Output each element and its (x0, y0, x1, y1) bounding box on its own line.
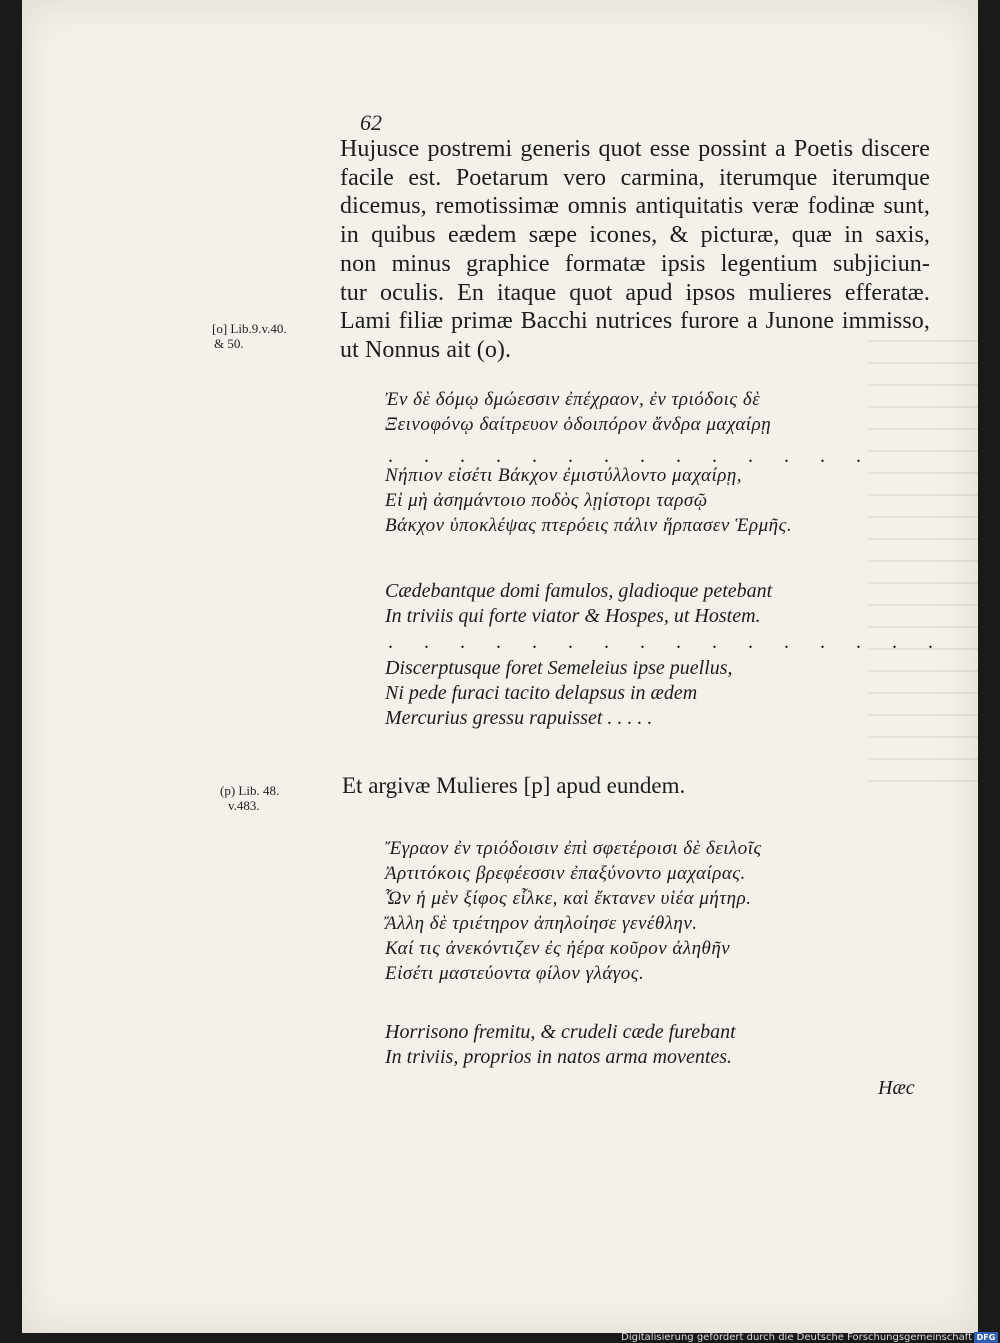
verse-line: Καί τις ἀνεκόντιζεν ἐς ἠέρα κοῦρον ἀληθῆν (385, 938, 731, 959)
verse-line: In triviis, proprios in natos arma moventes. (385, 1046, 733, 1068)
verse-line: Ἔγραον ἐν τριόδοισιν ἐπὶ σφετέροισι δὲ δειλοῖς (385, 838, 762, 859)
greek-verse-1 (385, 387, 771, 437)
margin-note-o (212, 321, 287, 351)
note-line: & 50. (214, 336, 244, 351)
verse-line: Mercurius gressu rapuisset . . . . . (385, 707, 653, 729)
verse-line: In triviis qui forte viator & Hospes, ut Hostem. (385, 605, 761, 627)
dfg-logo-icon: DFG (974, 1332, 998, 1343)
paragraph-line: facile est. Poetarum vero carmina, iterumque iterumque (340, 164, 930, 191)
note-line: [o] Lib.9.v.40. (212, 321, 287, 336)
paragraph-line: Lami filiæ primæ Bacchi nutrices furore a Junone immisso, (340, 308, 930, 335)
page-number: 62 (360, 110, 382, 135)
note-line: v.483. (228, 798, 260, 813)
verse-line: Cædebantque domi famulos, gladioque petebant (385, 580, 773, 602)
paragraph-line: ut Nonnus ait (o). (340, 336, 512, 363)
footer-bar (0, 1333, 1000, 1343)
verse-line: Ἐν δὲ δόμῳ δμώεσσιν ἐπέχραον, ἐν τριόδοις δὲ (385, 389, 761, 410)
verse-line: Ἄλλη δὲ τριέτηρον ἀπηλοίησε γενέθλην. (385, 913, 698, 934)
verse-line: Ἀρτιτόκοις βρεφέεσσιν ἐπαξύνοντο μαχαίρας. (385, 863, 746, 884)
verse-line: Ὧν ἡ μὲν ξίφος εἷλκε, καὶ ἔκτανεν υἱέα μήτηρ. (385, 888, 752, 909)
verse-line: Ξεινοφόνῳ δαίτρευον ὁδοιπόρον ἄνδρα μαχαίρῃ (385, 414, 772, 435)
verse-line: Horrisono fremitu, & crudeli cæde furebant (385, 1021, 736, 1043)
greek-verse-2 (385, 463, 792, 538)
verse-line: Discerptusque foret Semeleius ipse puellus, (385, 657, 733, 679)
ellipsis-row: . . . . . . . . . . . . . . (388, 445, 874, 467)
verse-line: Εἰσέτι μαστεύοντα φίλον γλάγος. (385, 963, 645, 984)
verse-line: Βάκχον ὑποκλέψας πτερόεις πάλιν ἥρπασεν Ἑρμῆς. (385, 515, 793, 536)
book-page (22, 0, 978, 1333)
paragraph-line: in quibus eædem sæpe icones, & picturæ, quæ in saxis, (340, 222, 930, 249)
margin-note-p (220, 783, 279, 813)
paragraph-line: dicemus, remotissimæ omnis antiquitatis veræ fodinæ sunt, (340, 193, 930, 220)
main-paragraph (340, 135, 930, 365)
paragraph-line: tur oculis. En itaque quot apud ipsos mulieres efferatæ. (340, 279, 930, 306)
funding-credit: Digitalisierung gefördert durch die Deutsche Forschungsgemeinschaft (621, 1332, 972, 1343)
show-through (868, 340, 978, 800)
verse-line: Νήπιον εἰσέτι Βάκχον ἐμιστύλλοντο μαχαίρῃ, (385, 465, 743, 486)
verse-line: Ni pede furaci tacito delapsus in ædem (385, 682, 698, 704)
latin-verse-2 (385, 656, 733, 731)
paragraph-line: Hujusce postremi generis quot esse possint a Poetis discere (340, 136, 930, 162)
catchword: Hæc (878, 1077, 915, 1099)
verse-line: Εἰ μὴ ἀσημάντοιο ποδὸς λῃίστορι ταρσῷ (385, 490, 708, 511)
section-line: Et argivæ Mulieres [p] apud eundem. (342, 773, 686, 798)
latin-verse-1 (385, 579, 772, 629)
paragraph-line: non minus graphice formatæ ipsis legentium subjiciun- (340, 250, 930, 277)
latin-verse-3 (385, 1020, 736, 1070)
ellipsis-row: . . . . . . . . . . . . . . . . (388, 631, 946, 653)
note-line: (p) Lib. 48. (220, 783, 280, 798)
greek-verse-3 (385, 836, 762, 986)
